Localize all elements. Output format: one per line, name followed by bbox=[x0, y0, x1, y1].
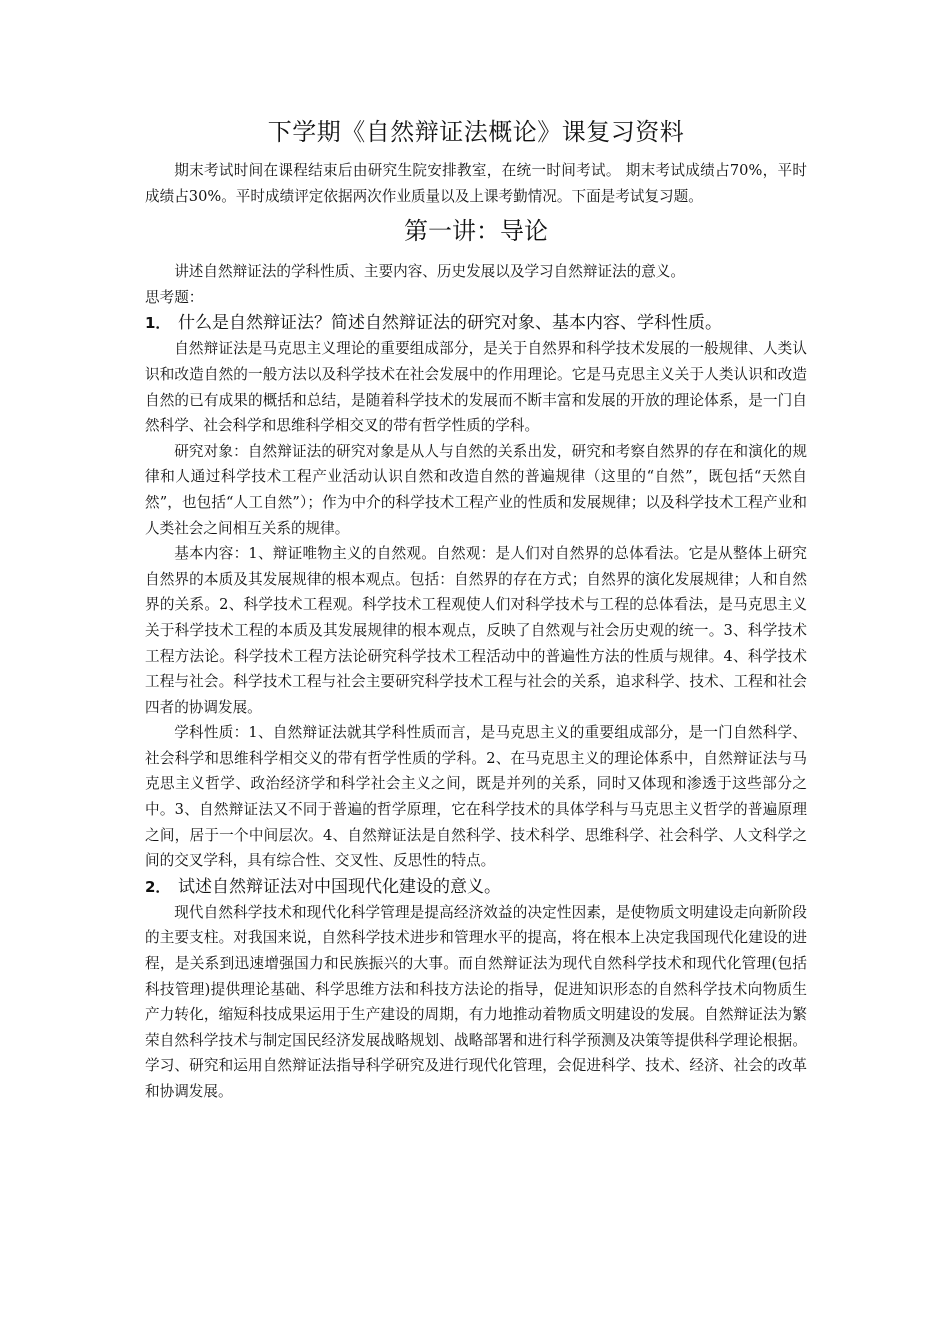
question-text: 什么是自然辩证法？简述自然辩证法的研究对象、基本内容、学科性质。 bbox=[178, 313, 722, 334]
answer-paragraph: 自然辩证法是马克思主义理论的重要组成部分，是关于自然界和科学技术发展的一般规律、人类认识和改造自然的一般方法以及科学技术在社会发展中的作用理论。它是马克思主义关于人类认识和改造自然的已有成果的概括和总结，是随着科学技术的发展而不断丰富和发展的开放的理论体系，是一门自然科学、社会科学和思维科学相交叉的带有哲学性质的学科。 bbox=[145, 340, 807, 435]
document-title: 下学期《自然辩证法概论》课复习资料 bbox=[267, 118, 685, 146]
question-1 bbox=[145, 310, 807, 336]
questions-label: 思考题： bbox=[145, 288, 204, 306]
answer-paragraph: 现代自然科学技术和现代化科学管理是提高经济效益的决定性因素，是使物质文明建设走向新阶段的主要支柱。对我国来说，自然科学技术进步和管理水平的提高，将在根本上决定我国现代化建设的进程，是关系到迅速增强国力和民族振兴的大事。而自然辩证法为现代自然科学技术和现代化管理(包括科技管理)提供理论基础、科学思维方法和科技方法论的指导，促进知识形态的自然科学技术向物质生产力转化，缩短科技成果运用于生产建设的周期，有力地推动着物质文明建设的发展。自然辩证法为繁荣自然科学技术与制定国民经济发展战略规划、战略部署和进行科学预测及决策等提供科学理论根据。学习、研究和运用自然辩证法指导科学研究及进行现代化管理，会促进科学、技术、经济、社会的改革和协调发展。 bbox=[145, 903, 807, 1100]
question-text: 试述自然辩证法对中国现代化建设的意义。 bbox=[178, 876, 501, 897]
answer-paragraph: 研究对象：自然辩证法的研究对象是从人与自然的关系出发，研究和考察自然界的存在和演化的规律和人通过科学技术工程产业活动认识自然和改造自然的普遍规律（这里的“自然”，既包括“天然自然”，也包括“人工自然”）；作为中介的科学技术工程产业的性质和发展规律；以及科学技术工程产业和人类社会之间相互关系的规律。 bbox=[145, 442, 807, 537]
document-content bbox=[145, 112, 807, 1105]
intro-paragraph: 期末考试时间在课程结束后由研究生院安排教室，在统一时间考试。 期末考试成绩占70%，平时成绩占30%。平时成绩评定依据两次作业质量以及上课考勤情况。下面是考试复习题。 bbox=[145, 162, 807, 205]
answer-paragraph: 基本内容：1、辩证唯物主义的自然观。自然观：是人们对自然界的总体看法。它是从整体上研究自然界的本质及其发展规律的根本观点。包括：自然界的存在方式；自然界的演化发展规律；人和自然界的关系。2、科学技术工程观。科学技术工程观使人们对科学技术与工程的总体看法，是马克思主义关于科学技术工程的本质及其发展规律的根本观点，反映了自然观与社会历史观的统一。3、科学技术工程方法论。科学技术工程方法论研究科学技术工程活动中的普遍性方法的性质与规律。4、科学技术工程与社会。科学技术工程与社会主要研究科学技术工程与社会的关系，追求科学、技术、工程和社会四者的协调发展。 bbox=[145, 545, 807, 716]
answer-paragraph: 学科性质：1、自然辩证法就其学科性质而言，是马克思主义的重要组成部分，是一门自然科学、社会科学和思维科学相交义的带有哲学性质的学科。2、在马克思主义的理论体系中，自然辩证法与马克思主义哲学、政治经济学和科学社会主义之间，既是并列的关系，同时又体现和渗透于这些部分之中。3、自然辩证法又不同于普遍的哲学原理，它在科学技术的具体学科与马克思主义哲学的普遍原理之间，居于一个中间层次。4、自然辩证法是自然科学、技术科学、思维科学、社会科学、人文科学之间的交叉学科，具有综合性、交叉性、反思性的特点。 bbox=[145, 724, 807, 870]
question-number: 1． bbox=[145, 314, 171, 333]
question-2 bbox=[145, 874, 807, 900]
question-number: 2． bbox=[145, 877, 171, 896]
lecture-summary: 讲述自然辩证法的学科性质、主要内容、历史发展以及学习自然辩证法的意义。 bbox=[174, 263, 685, 281]
lecture-title: 第一讲：导论 bbox=[404, 217, 548, 246]
